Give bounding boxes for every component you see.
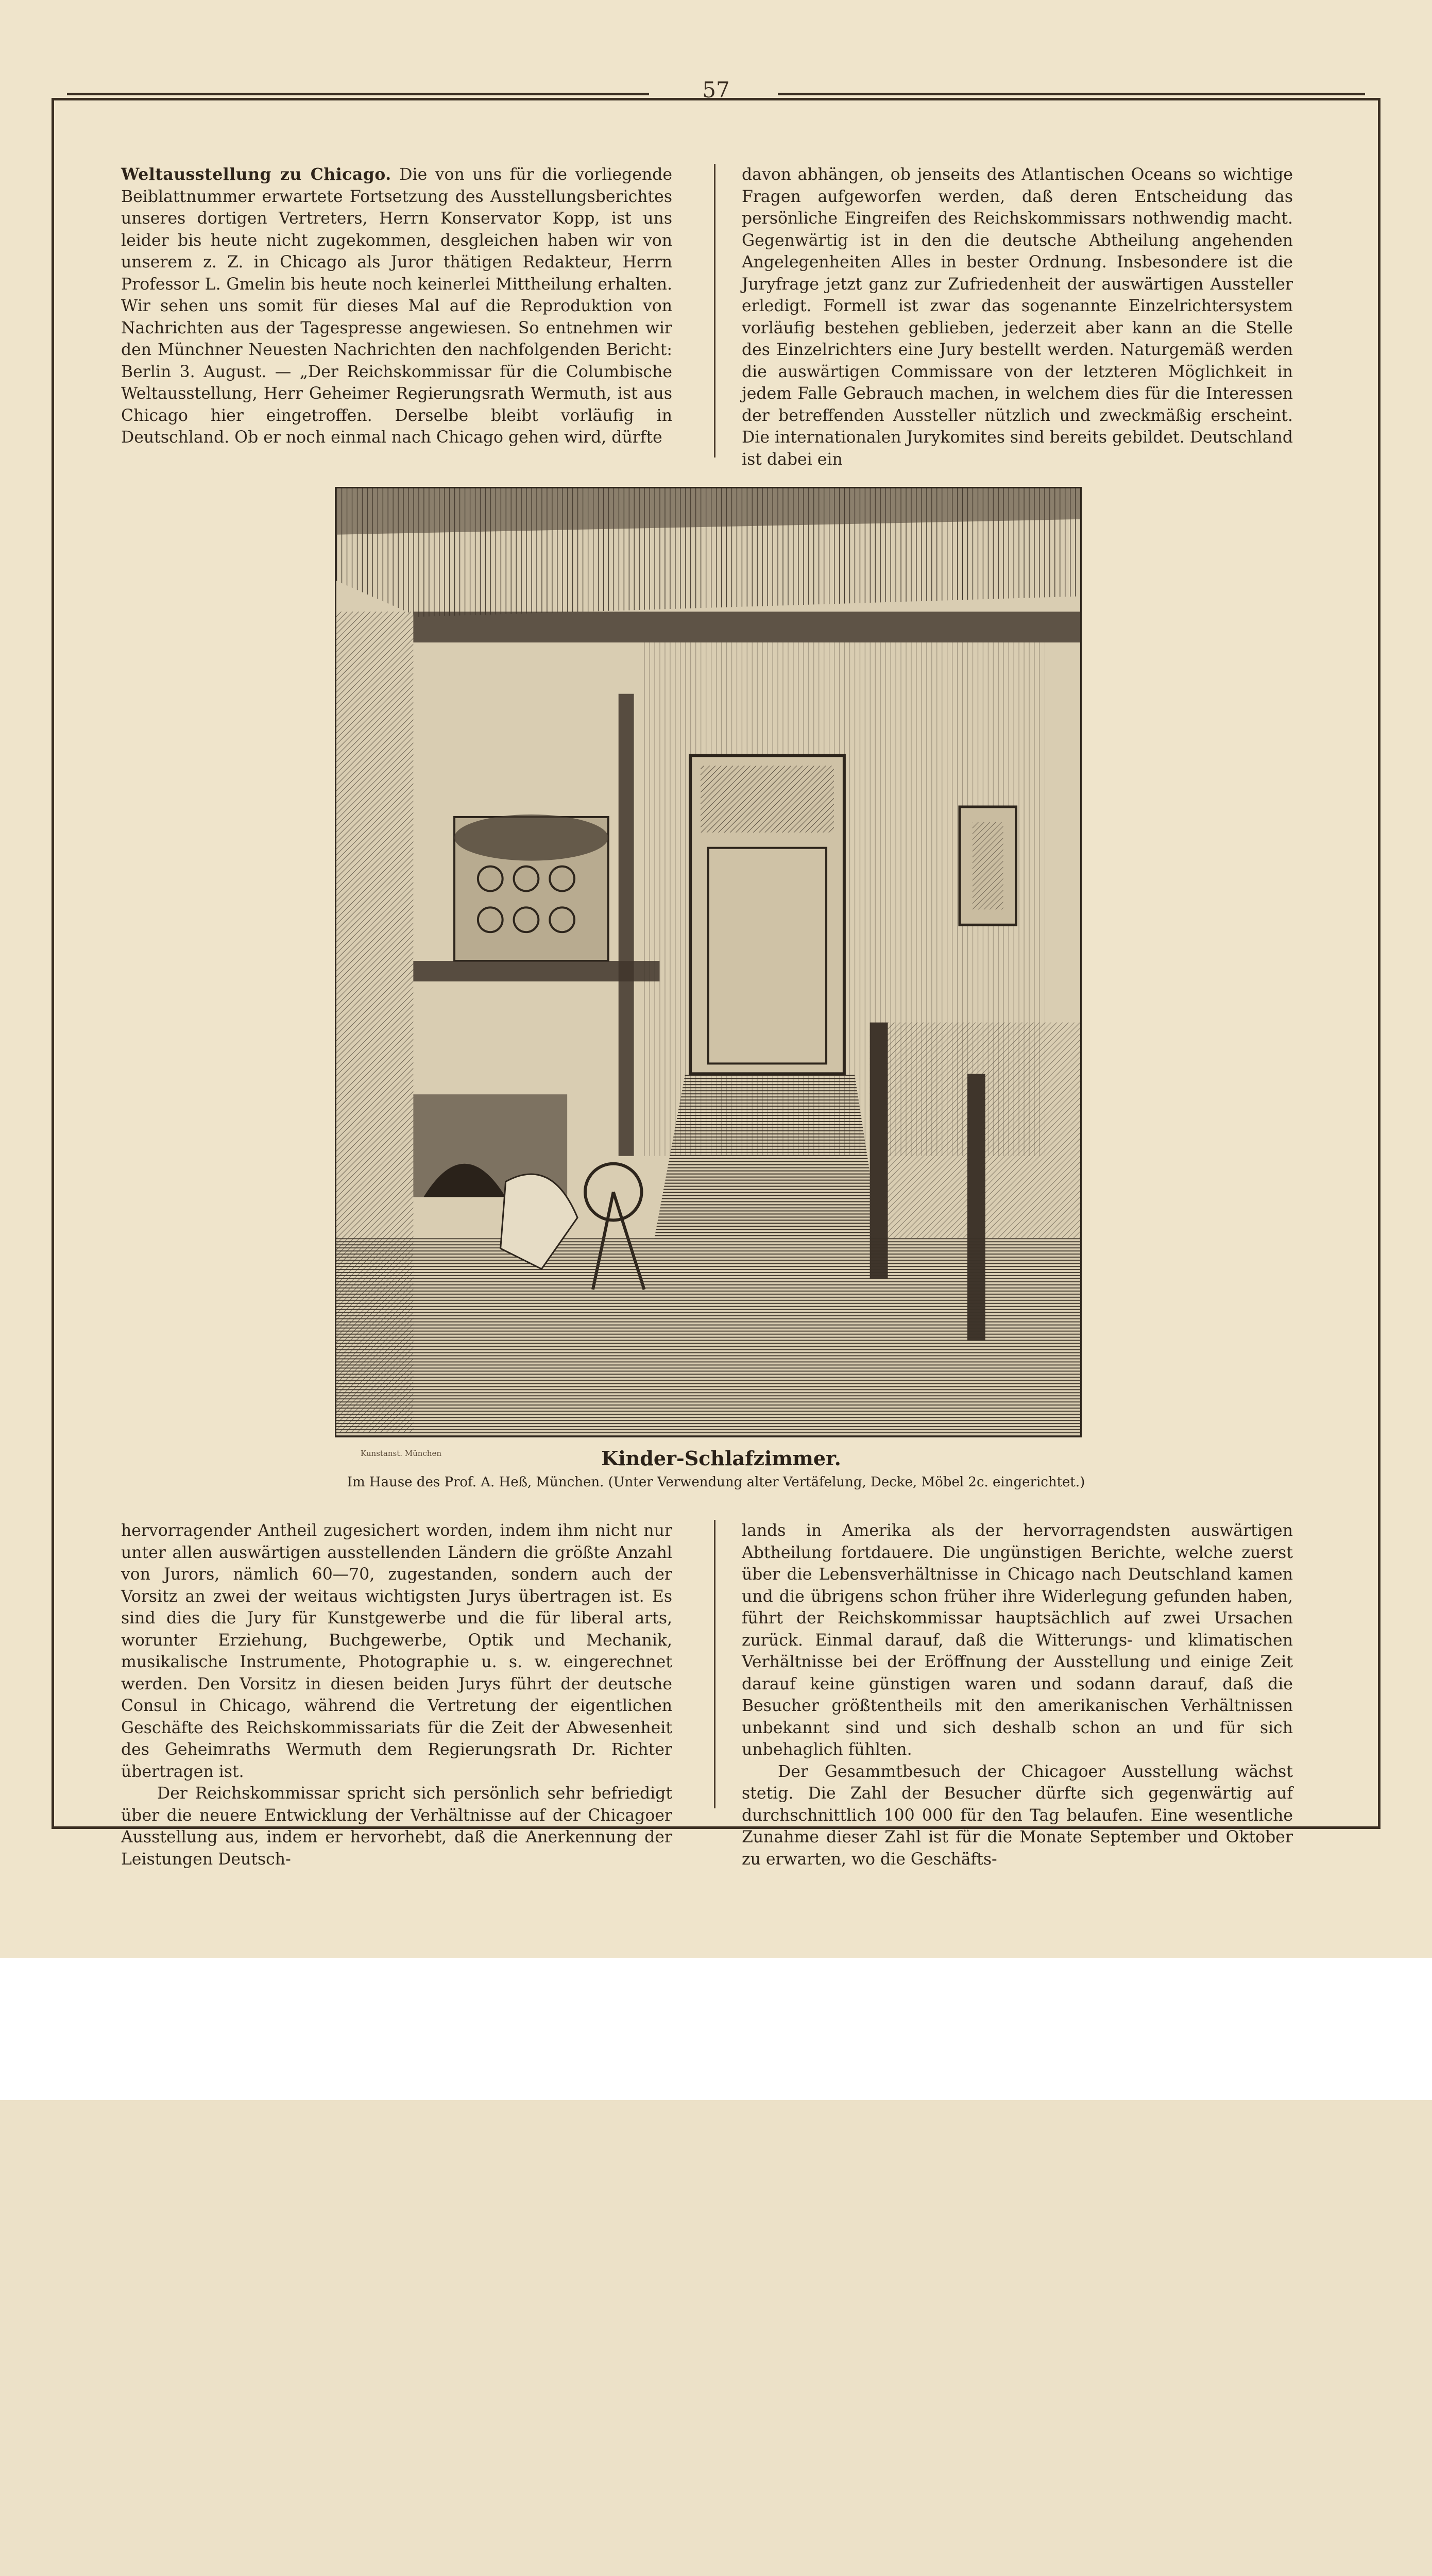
column-bottom-left xyxy=(121,1520,672,1870)
column-bottom-right xyxy=(742,1520,1293,1870)
header-rule-right xyxy=(778,93,1365,95)
paragraph-text: Die von uns für die vorliegende Beiblattnummer erwartete Fortsetzung des Ausstellungsberichtes unseres dortigen Vertreters, Herrn Konservator Kopp, ist uns leider bis heute nicht zugekommen, desgleichen haben wir von unserem z. Z. in Chicago als Juror thätigen Redakteur, Herrn Professor L. Gmelin bis heute noch keinerlei Mittheilung erhalten. Wir sehen uns somit für dieses Mal auf die Reproduktion von Nachrichten aus der Tagespresse angewiesen. So entnehmen wir den Münchner Neuesten Nachrichten den nachfolgenden Bericht: Berlin 3. August. — „Der Reichskommissar für die Columbische Weltausstellung, Herr Geheimer Regierungsrath Wermuth, ist aus Chicago hier eingetroffen. Derselbe bleibt vorläufig in Deutschland. Ob er noch einmal nach Chicago gehen wird, dürfte xyxy=(121,165,673,447)
section-lead: Weltausstellung zu Chicago. xyxy=(121,165,391,184)
page-number: 57 xyxy=(702,77,730,103)
bedroom-engraving xyxy=(336,488,1080,1436)
column-top-right xyxy=(742,164,1293,470)
paragraph: lands in Amerika als der hervorragendsten auswärtigen Abtheilung fortdauere. Die ungünstigen Berichte, welche zuerst über die Lebensverhältnisse in Chicago nach Deutschland kamen und die übrigens schon früher ihre Widerlegung gefunden haben, führt der Reichskommissar hauptsächlich auf zwei Ursachen zurück. Einmal darauf, daß die Witterungs- und klimatischen Verhältnisse bei der Eröffnung der Ausstellung und einige Zeit darauf keine günstigen waren und sodann darauf, daß die Besucher größtentheils mit den amerikanischen Verhältnissen unbekannt sind und sich deshalb schon an und für sich unbehaglich fühlten. xyxy=(742,1521,1293,1759)
illustration-subtitle: Im Hause des Prof. A. Heß, München. (Unter Verwendung alter Vertäfelung, Decke, Möbel 2c. eingerichtet.) xyxy=(347,1475,1085,1490)
column-divider-top xyxy=(714,164,715,457)
paragraph xyxy=(121,164,672,449)
column-divider-bottom xyxy=(714,1520,715,1808)
header-rule-left xyxy=(67,93,649,95)
column-top-left xyxy=(121,164,672,449)
engraver-mark: Kunstanst. München xyxy=(361,1449,442,1458)
paragraph: Der Reichskommissar spricht sich persönlich sehr befriedigt über die neuere Entwicklung der Verhältnisse auf der Chicagoer Ausstellung aus, indem er hervorhebt, daß die Anerkennung der Leistungen Deutsch- xyxy=(121,1784,672,1869)
footer-bar xyxy=(0,1958,1432,2100)
paragraph: davon abhängen, ob jenseits des Atlantischen Oceans so wichtige Fragen aufgeworfen werden, daß deren Entscheidung das persönliche Eingreifen des Reichskommissars nothwendig macht. Gegenwärtig ist in den die deutsche Abtheilung angehenden Angelegenheiten Alles in bester Ordnung. Insbesondere ist die Juryfrage jetzt ganz zur Zufriedenheit der auswärtigen Aussteller erledigt. Formell ist zwar das sogenannte Einzelrichtersystem vorläufig bestehen geblieben, jederzeit aber kann an die Stelle des Einzelrichters eine Jury bestellt werden. Naturgemäß werden die auswärtigen Commissare von der letzteren Möglichkeit in jedem Falle Gebrauch machen, in welchem dies für die Interessen der betreffenden Aussteller nützlich und zweckmäßig erscheint. Die internationalen Jurykomites sind bereits gebildet. Deutschland ist dabei ein xyxy=(742,165,1293,469)
engraving-illustration xyxy=(335,487,1082,1437)
paragraph: Der Gesammtbesuch der Chicagoer Ausstellung wächst stetig. Die Zahl der Besucher dürfte sich gegenwärtig auf durchschnittlich 100 000 für den Tag belaufen. Eine wesentliche Zunahme dieser Zahl ist für die Monate September und Oktober zu erwarten, wo die Geschäfts- xyxy=(742,1762,1293,1869)
illustration-title: Kinder-Schlafzimmer. xyxy=(601,1447,841,1470)
paragraph: hervorragender Antheil zugesichert worden, indem ihm nicht nur unter allen auswärtigen ausstellenden Ländern die größte Anzahl von Jurors, nämlich 60—70, zugestanden, sondern auch der Vorsitz an zwei der weitaus wichtigsten Jurys übertragen ist. Es sind dies die Jury für Kunstgewerbe und die für liberal arts, worunter Erziehung, Buchgewerbe, Optik und Mechanik, musikalische Instrumente, Photographie u. s. w. eingerechnet werden. Den Vorsitz in diesen beiden Jurys führt der deutsche Consul in Chicago, während die Vertretung der eigentlichen Geschäfte des Reichskommissariats für die Zeit der Abwesenheit des Geheimraths Wermuth dem Regierungsrath Dr. Richter übertragen ist. xyxy=(121,1521,672,1781)
